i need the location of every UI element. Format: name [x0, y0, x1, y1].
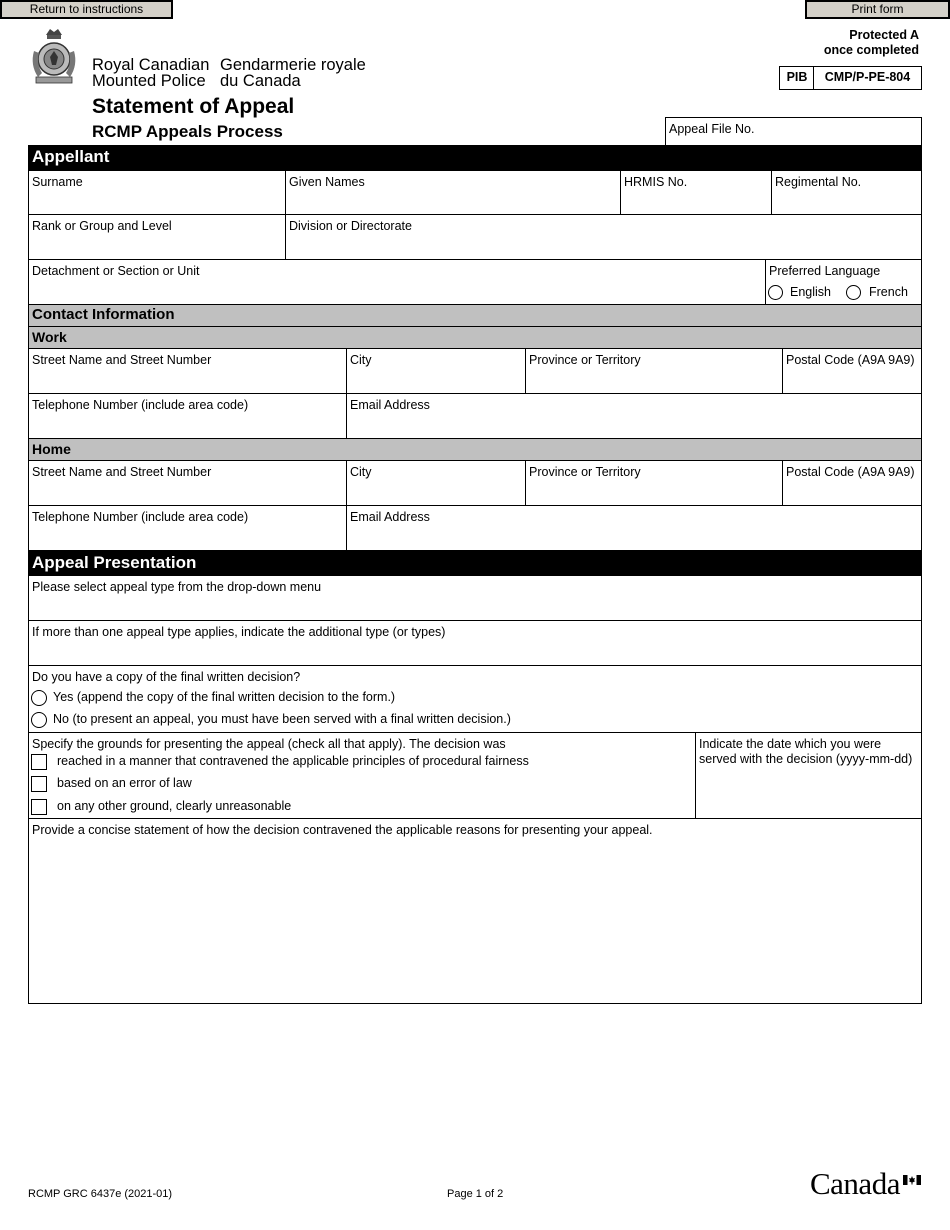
- org-name-french-line2: du Canada: [220, 72, 301, 90]
- work-street-field[interactable]: [28, 348, 347, 394]
- appeal-type-label: Please select appeal type from the drop-down menu: [32, 580, 322, 594]
- french-radio[interactable]: [846, 285, 861, 300]
- division-field[interactable]: [285, 214, 922, 260]
- english-radio[interactable]: [768, 285, 783, 300]
- appellant-heading: Appellant: [28, 145, 922, 170]
- home-city-label: City: [350, 465, 372, 479]
- canada-flag-icon: [903, 1172, 921, 1182]
- ground-procedural-fairness-label: reached in a manner that contravened the applicable principles of procedural fairness: [57, 754, 529, 768]
- org-name-english-line2: Mounted Police: [92, 72, 206, 90]
- pib-label: PIB: [779, 66, 814, 90]
- appeal-presentation-heading: Appeal Presentation: [28, 550, 922, 576]
- english-label: English: [790, 285, 831, 299]
- home-telephone-field[interactable]: [28, 505, 347, 551]
- print-form-button[interactable]: Print form: [805, 0, 950, 19]
- copy-no-radio[interactable]: [31, 712, 47, 728]
- division-label: Division or Directorate: [289, 219, 412, 233]
- rank-field[interactable]: [28, 214, 286, 260]
- home-street-label: Street Name and Street Number: [32, 465, 212, 479]
- home-email-label: Email Address: [350, 510, 430, 524]
- home-city-field[interactable]: [346, 460, 526, 506]
- work-street-label: Street Name and Street Number: [32, 353, 212, 367]
- protected-notice: [824, 28, 919, 58]
- home-telephone-label: Telephone Number (include area code): [32, 510, 249, 524]
- copy-no-label: No (to present an appeal, you must have been served with a final written decision.): [53, 712, 511, 726]
- org-name-french-line1: Gendarmerie royale: [220, 56, 366, 74]
- page-number: Page 1 of 2: [447, 1188, 504, 1200]
- work-province-label: Province or Territory: [529, 353, 641, 367]
- home-email-field[interactable]: [346, 505, 922, 551]
- home-postal-code-field[interactable]: [782, 460, 922, 506]
- work-telephone-field[interactable]: [28, 393, 347, 439]
- rcmp-crest-logo: [28, 27, 80, 89]
- return-to-instructions-button[interactable]: Return to instructions: [0, 0, 173, 19]
- work-city-field[interactable]: [346, 348, 526, 394]
- ground-error-of-law-label: based on an error of law: [57, 776, 192, 790]
- protected-line1: Protected A: [849, 28, 919, 42]
- pib-value: CMP/P-PE-804: [813, 66, 922, 90]
- work-province-field[interactable]: [525, 348, 783, 394]
- decision-date-field[interactable]: [695, 732, 922, 819]
- work-email-field[interactable]: [346, 393, 922, 439]
- concise-statement-label: Provide a concise statement of how the decision contravened the applicable reasons for presenting your appeal.: [32, 823, 653, 837]
- rank-label: Rank or Group and Level: [32, 219, 172, 233]
- given-names-label: Given Names: [289, 175, 365, 189]
- work-telephone-label: Telephone Number (include area code): [32, 398, 249, 412]
- hrmis-number-label: HRMIS No.: [624, 175, 688, 189]
- surname-field[interactable]: [28, 170, 286, 215]
- appeal-file-number-label: Appeal File No.: [669, 122, 755, 136]
- work-postal-code-label: Postal Code (A9A 9A9): [786, 353, 915, 367]
- canada-wordmark: Canada: [810, 1166, 900, 1201]
- copy-yes-label: Yes (append the copy of the final written decision to the form.): [53, 690, 396, 704]
- form-subtitle: RCMP Appeals Process: [92, 122, 283, 141]
- form-title: Statement of Appeal: [92, 95, 295, 118]
- additional-appeal-type-label: If more than one appeal type applies, indicate the additional type (or types): [32, 625, 446, 639]
- final-decision-copy-question: Do you have a copy of the final written decision?: [32, 670, 301, 684]
- preferred-language-label: Preferred Language: [769, 264, 881, 278]
- home-province-label: Province or Territory: [529, 465, 641, 479]
- copy-yes-radio[interactable]: [31, 690, 47, 706]
- surname-label: Surname: [32, 175, 83, 189]
- given-names-field[interactable]: [285, 170, 621, 215]
- detachment-label: Detachment or Section or Unit: [32, 264, 200, 278]
- regimental-number-label: Regimental No.: [775, 175, 862, 189]
- home-street-field[interactable]: [28, 460, 347, 506]
- work-heading: Work: [28, 326, 922, 349]
- decision-date-label: [699, 737, 912, 767]
- work-postal-code-field[interactable]: [782, 348, 922, 394]
- org-name-english: [92, 57, 209, 89]
- appeal-type-dropdown[interactable]: [28, 575, 922, 621]
- work-city-label: City: [350, 353, 372, 367]
- home-province-field[interactable]: [525, 460, 783, 506]
- protected-line2: once completed: [823, 43, 919, 57]
- contact-information-heading: Contact Information: [28, 304, 922, 327]
- regimental-number-field[interactable]: [771, 170, 922, 215]
- work-email-label: Email Address: [350, 398, 430, 412]
- ground-error-of-law-checkbox[interactable]: [31, 776, 47, 792]
- form-number: RCMP GRC 6437e (2021-01): [28, 1188, 173, 1200]
- org-name-english-line1: Royal Canadian: [92, 56, 210, 74]
- ground-unreasonable-checkbox[interactable]: [31, 799, 47, 815]
- french-label: French: [869, 285, 908, 299]
- appeal-file-number-field[interactable]: [665, 117, 922, 146]
- org-name-french: [220, 57, 366, 89]
- home-postal-code-label: Postal Code (A9A 9A9): [786, 465, 915, 479]
- grounds-label: Specify the grounds for presenting the appeal (check all that apply). The decision was: [32, 737, 506, 751]
- hrmis-number-field[interactable]: [620, 170, 772, 215]
- decision-date-label-line1: Indicate the date which you were: [699, 737, 882, 751]
- additional-appeal-type-field[interactable]: [28, 620, 922, 666]
- concise-statement-textarea[interactable]: [28, 818, 922, 1004]
- decision-date-label-line2: served with the decision (yyyy-mm-dd): [699, 752, 913, 766]
- ground-unreasonable-label: on any other ground, clearly unreasonable: [57, 799, 292, 813]
- home-heading: Home: [28, 438, 922, 461]
- detachment-field[interactable]: [28, 259, 766, 305]
- ground-procedural-fairness-checkbox[interactable]: [31, 754, 47, 770]
